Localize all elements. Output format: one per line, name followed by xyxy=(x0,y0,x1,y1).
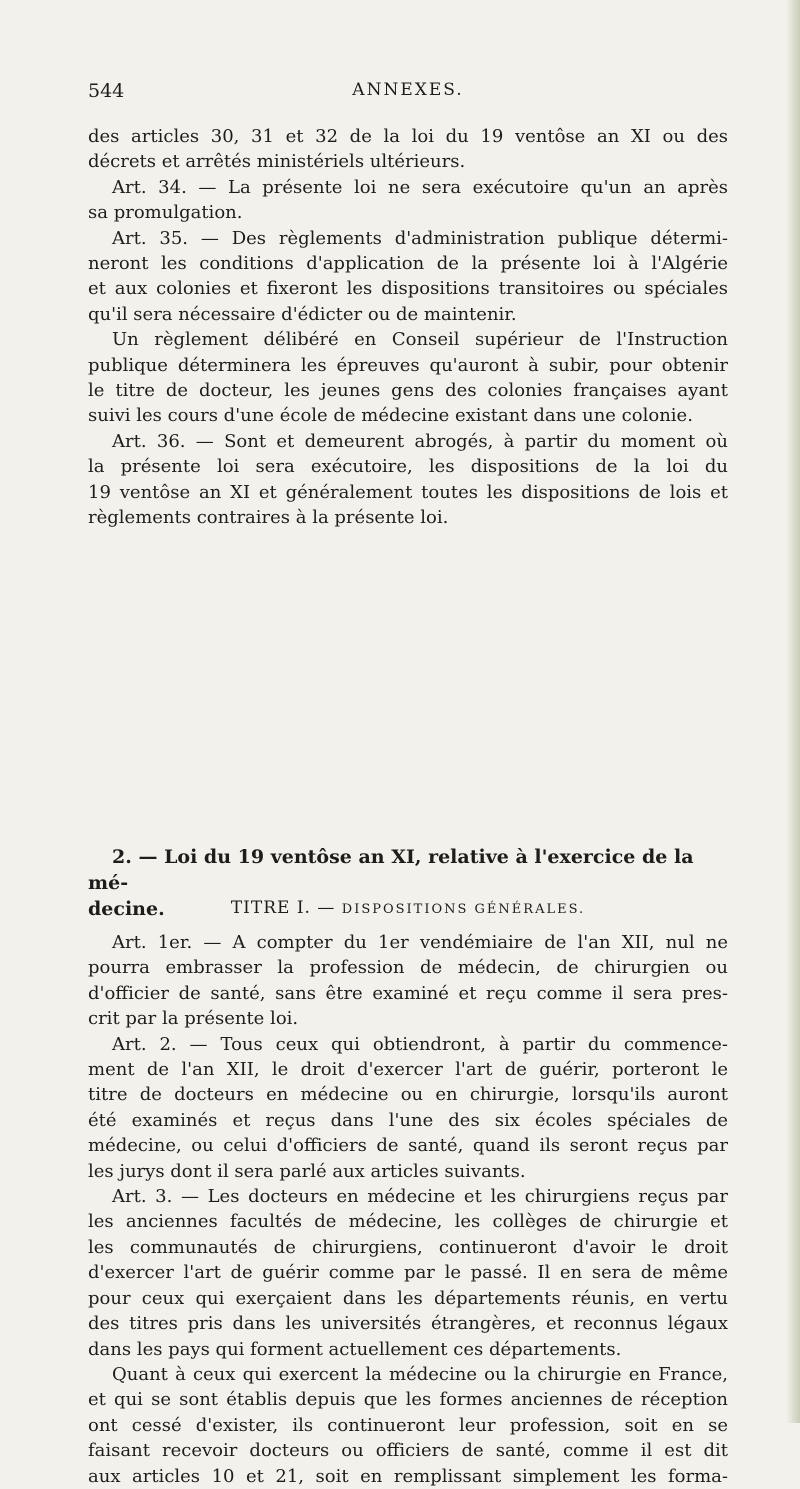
text-line: Art. 35. — Des règlements d'administration publique détermi- xyxy=(112,227,728,249)
text-line: Art. 2. — Tous ceux qui obtiendront, à partir du commence- xyxy=(112,1033,728,1055)
text-line: pourra embrasser la profession de médecin, de chirurgien ou xyxy=(88,957,728,979)
titre-small-caps: DISPOSITIONS GÉNÉRALES. xyxy=(341,902,586,917)
text-line: sa promulgation. xyxy=(88,202,243,224)
text-line: et aux colonies et fixeront les dispositions transitoires ou spéciales xyxy=(88,278,728,300)
text-line: Art. 3. — Les docteurs en médecine et les chirurgiens reçus par xyxy=(112,1186,728,1208)
text-line: Art. 34. — La présente loi ne sera exécutoire qu'un an après xyxy=(112,176,728,198)
text-line: 19 ventôse an XI et généralement toutes les dispositions de lois et xyxy=(88,481,728,503)
text-line: dans les pays qui forment actuellement ces départements. xyxy=(88,1338,622,1360)
titre-main: TITRE I. — xyxy=(230,898,342,918)
text-line: règlements contraires à la présente loi. xyxy=(88,507,449,529)
text-line: les communautés de chirurgiens, continueront d'avoir le droit xyxy=(88,1236,728,1258)
text-line: le titre de docteur, les jeunes gens des colonies françaises ayant xyxy=(88,380,728,402)
text-line: d'exercer l'art de guérir comme par le passé. Il en sera de même xyxy=(88,1262,728,1284)
text-line: les jurys dont il sera parlé aux articles suivants. xyxy=(88,1160,526,1182)
page-edge xyxy=(786,0,800,1423)
text-line: crit par la présente loi. xyxy=(88,1008,299,1030)
page-header xyxy=(88,80,728,116)
text-line: Art. 36. — Sont et demeurent abrogés, à partir du moment où xyxy=(112,430,728,452)
text-line: publique déterminera les épreuves qu'auront à subir, pour obtenir xyxy=(88,354,728,376)
page-number: 544 xyxy=(88,80,125,102)
body-text-block-2 xyxy=(88,930,728,1489)
text-line: décrets et arrêtés ministériels ultérieurs. xyxy=(88,151,466,173)
text-line: faisant recevoir docteurs ou officiers de santé, comme il est dit xyxy=(88,1440,728,1462)
text-line: des titres pris dans les universités étrangères, et reconnus légaux xyxy=(88,1313,728,1335)
text-line: la présente loi sera exécutoire, les dispositions de la loi du xyxy=(88,456,728,478)
text-line: d'officier de santé, sans être examiné et reçu comme il sera pres- xyxy=(88,982,728,1004)
body-text-block-1 xyxy=(88,124,728,531)
text-line: ont cessé d'exister, ils continueront leur profession, soit en se xyxy=(88,1414,728,1436)
text-line: des articles 30, 31 et 32 de la loi du 19 ventôse an XI ou des xyxy=(88,126,728,147)
text-line: Un règlement délibéré en Conseil supérieur de l'Instruction xyxy=(112,329,728,351)
text-line: pour ceux qui exerçaient dans les départements réunis, en vertu xyxy=(88,1287,728,1309)
text-line: les anciennes facultés de médecine, les collèges de chirurgie et xyxy=(88,1211,728,1233)
titre-heading xyxy=(88,898,728,918)
section-title-line: 2. — Loi du 19 ventôse an XI, relative à l'exercice de la mé- xyxy=(88,846,694,894)
text-line: aux articles 10 et 21, soit en remplissant simplement les forma- xyxy=(88,1465,728,1487)
running-head: ANNEXES. xyxy=(352,80,464,100)
text-line: et qui se sont établis depuis que les formes anciennes de réception xyxy=(88,1389,728,1411)
text-line: médecine, ou celui d'officiers de santé, quand ils seront reçus par xyxy=(88,1135,728,1157)
text-line: été examinés et reçus dans l'une des six écoles spéciales de xyxy=(88,1109,728,1131)
text-line: titre de docteurs en médecine ou en chirurgie, lorsqu'ils auront xyxy=(88,1084,728,1106)
text-line: suivi les cours d'une école de médecine existant dans une colonie. xyxy=(88,405,693,427)
text-line: Quant à ceux qui exercent la médecine ou la chirurgie en France, xyxy=(112,1363,728,1385)
text-line: neront les conditions d'application de la présente loi à l'Algérie xyxy=(88,253,728,275)
text-line: ment de l'an XII, le droit d'exercer l'art de guérir, porteront le xyxy=(88,1059,728,1081)
text-line: Art. 1er. — A compter du 1er vendémiaire de l'an XII, nul ne xyxy=(112,932,728,953)
section-title-line: decine. xyxy=(88,898,165,920)
text-line: qu'il sera nécessaire d'édicter ou de maintenir. xyxy=(88,303,517,325)
